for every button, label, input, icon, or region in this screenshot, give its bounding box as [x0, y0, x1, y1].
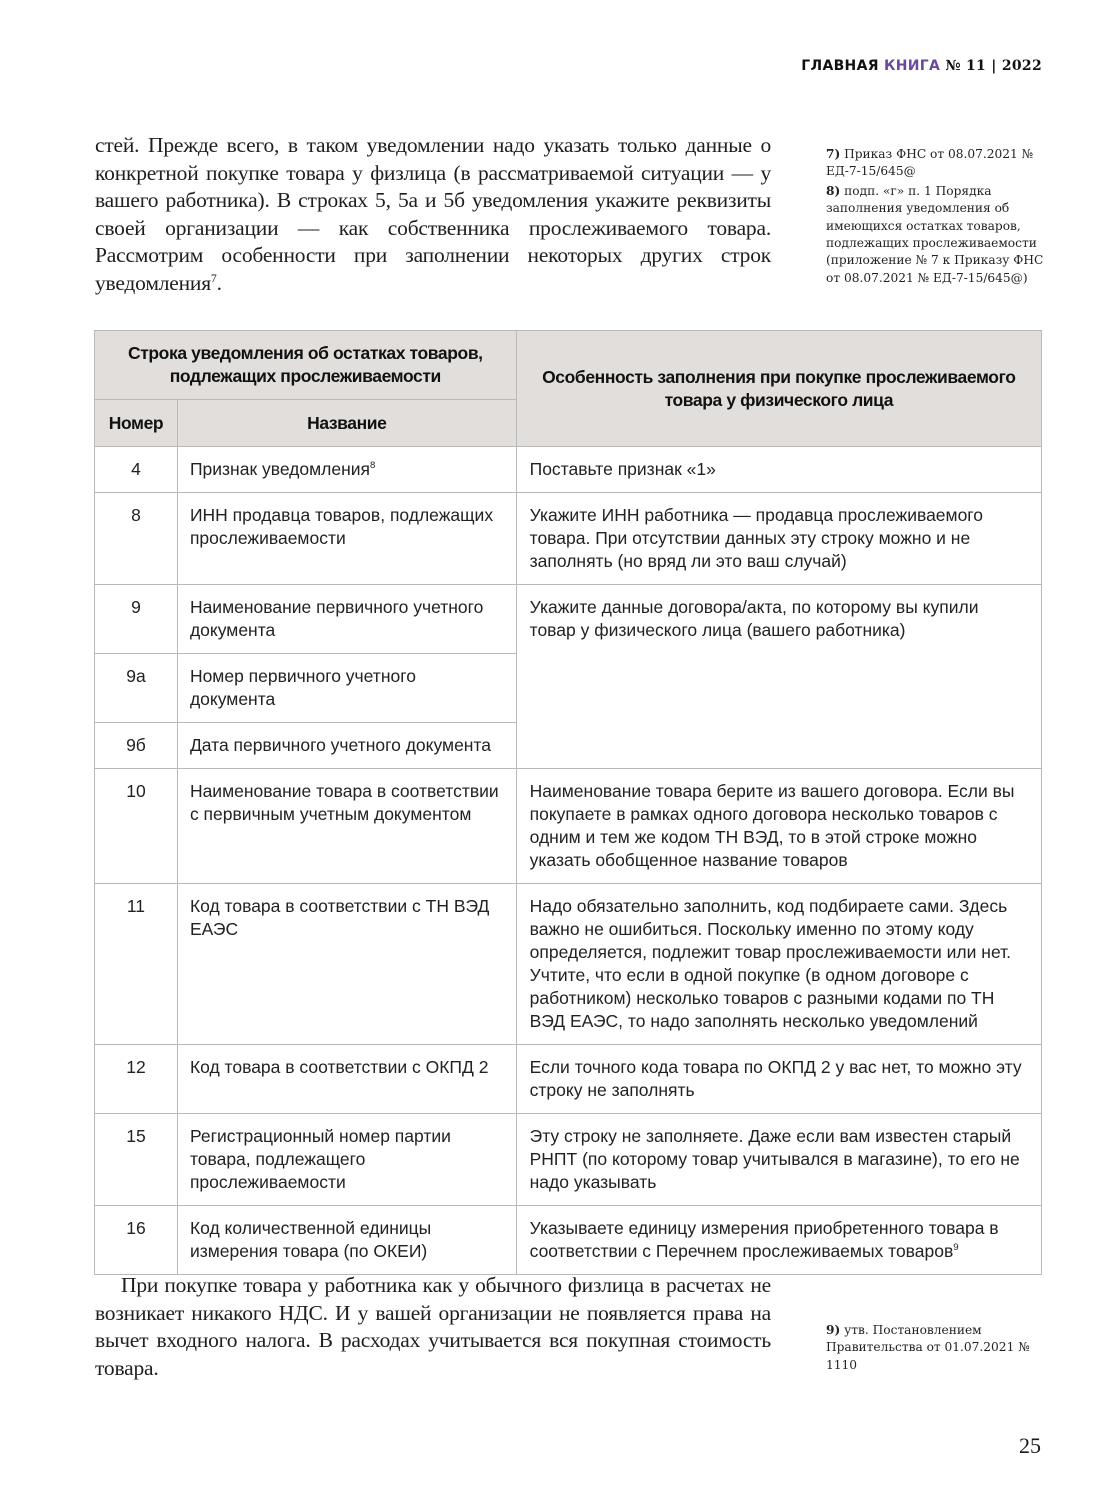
row-name: Номер первичного учетного документа [177, 654, 516, 723]
row-name: Регистрационный номер партии товара, подлежащего прослеживаемости [177, 1114, 516, 1206]
table-row [95, 884, 1042, 1045]
outro-paragraph [95, 1272, 771, 1382]
table-header-row [95, 331, 1042, 400]
row-note: Наименование товара берите из вашего договора. Если вы покупаете в рамках одного договора несколько товаров с одним и тем же кодом ТН ВЭД, то в этой строке можно указать обобщенное название товаров [516, 769, 1041, 884]
row-note: Укажите данные договора/акта, по которому вы купили товар у физического лица (вашего работника) [516, 585, 1041, 769]
footnote-9 [826, 1322, 1056, 1374]
row-name: Код количественной единицы измерения товара (по ОКЕИ) [177, 1206, 516, 1275]
footnote-number: 8) [826, 183, 841, 198]
notification-lines-table [94, 330, 1042, 1275]
row-number: 10 [95, 769, 178, 884]
header-group-notification-line: Строка уведомления об остатках товаров, подлежащих прослеживаемости [95, 331, 517, 400]
intro-end: . [216, 270, 222, 295]
brand-main: ГЛАВНАЯ [801, 58, 879, 74]
row-note-text: Указываете единицу измерения приобретенного товара в соответствии с Перечнем прослеживаемых товаров [529, 1218, 999, 1261]
row-note: Надо обязательно заполнить, код подбираете сами. Здесь важно не ошибиться. Поскольку именно по этому коду определяется, подлежит товар прослеживаемости или нет. Учтите, что если в одной покупке (в одном договоре с работником) несколько товаров с разными кодами по ТН ВЭД ЕАЭС, то надо заполнять несколько уведомлений [516, 884, 1041, 1045]
masthead [801, 58, 1042, 74]
footnote-ref-9[interactable]: 9 [953, 1242, 959, 1254]
issue-info: № 11 | 2022 [945, 58, 1042, 74]
footnote-ref-7[interactable]: 7 [210, 270, 217, 285]
row-note [516, 1206, 1041, 1275]
row-name: Код товара в соответствии с ОКПД 2 [177, 1045, 516, 1114]
row-name: Наименование первичного учетного документа [177, 585, 516, 654]
table-row [95, 493, 1042, 585]
header-name: Название [177, 400, 516, 447]
row-name: Наименование товара в соответствии с первичным учетным документом [177, 769, 516, 884]
row-number: 11 [95, 884, 178, 1045]
table-row [95, 1045, 1042, 1114]
footnote-text: Приказ ФНС от 08.07.2021 № ЕД-7-15/645@ [826, 147, 1034, 179]
brand-accent: КНИГА [883, 58, 941, 74]
row-note: Если точного кода товара по ОКПД 2 у вас нет, то можно эту строку не заполнять [516, 1045, 1041, 1114]
header-filling-feature: Особенность заполнения при покупке прослеживаемого товара у физического лица [516, 331, 1041, 447]
row-number: 16 [95, 1206, 178, 1275]
table-row [95, 585, 1042, 654]
row-name [177, 447, 516, 493]
sidenotes-top [826, 146, 1056, 289]
row-note: Укажите ИНН работника — продавца прослеживаемого товара. При отсутствии данных эту строку можно и не заполнять (но вряд ли это ваш случай) [516, 493, 1041, 585]
row-number: 9а [95, 654, 178, 723]
row-name: Код товара в соответствии с ТН ВЭД ЕАЭС [177, 884, 516, 1045]
table-row [95, 769, 1042, 884]
row-number: 8 [95, 493, 178, 585]
intro-paragraph [95, 132, 771, 297]
outro-text: При покупке товара у работника как у обычного физлица в расчетах не возникает никакого НДС. И у вашей организации не появляется права на вычет входного налога. В расходах учитывается вся покупная стоимость товара. [95, 1273, 771, 1380]
row-note: Эту строку не заполняете. Даже если вам известен старый РНПТ (по которому товар учитывался в магазине), то его не надо указывать [516, 1114, 1041, 1206]
page-number: 25 [1019, 1433, 1041, 1458]
row-note: Поставьте признак «1» [516, 447, 1041, 493]
footnote-text: утв. Постановлением Правительства от 01.07.2021 № 1110 [826, 1323, 1030, 1372]
footnote-7 [826, 146, 1056, 181]
footnote-number: 9) [826, 1323, 841, 1337]
footnote-text: подп. «г» п. 1 Порядка заполнения уведомления об имеющихся остатках товаров, подлежащих прослеживаемости (приложение № 7 к Приказу ФНС от 08.07.2021 № ЕД-7-15/645@) [826, 183, 1044, 285]
table-row [95, 447, 1042, 493]
row-number: 12 [95, 1045, 178, 1114]
footnote-8 [826, 183, 1056, 287]
row-name: ИНН продавца товаров, подлежащих прослеживаемости [177, 493, 516, 585]
sidenotes-bottom [826, 1322, 1056, 1376]
intro-text: стей. Прежде всего, в таком уведомлении надо указать только данные о конкретной покупке товара у физлица (в рассматриваемой ситуации — у вашего работника). В строках 5, 5а и 5б уведомления укажите реквизиты своей организации — как собственника прослеживаемого товара. Рассмотрим особенности при заполнении некоторых других строк уведомления [95, 133, 771, 295]
footnote-number: 7) [826, 147, 841, 161]
row-number: 9б [95, 723, 178, 769]
row-name-text: Признак уведомления [189, 459, 370, 479]
row-name: Дата первичного учетного документа [177, 723, 516, 769]
table-row [95, 1206, 1042, 1275]
footnote-ref-8[interactable]: 8 [370, 460, 376, 472]
row-number: 9 [95, 585, 178, 654]
table-row [95, 1114, 1042, 1206]
header-number: Номер [95, 400, 178, 447]
row-number: 15 [95, 1114, 178, 1206]
row-number: 4 [95, 447, 178, 493]
